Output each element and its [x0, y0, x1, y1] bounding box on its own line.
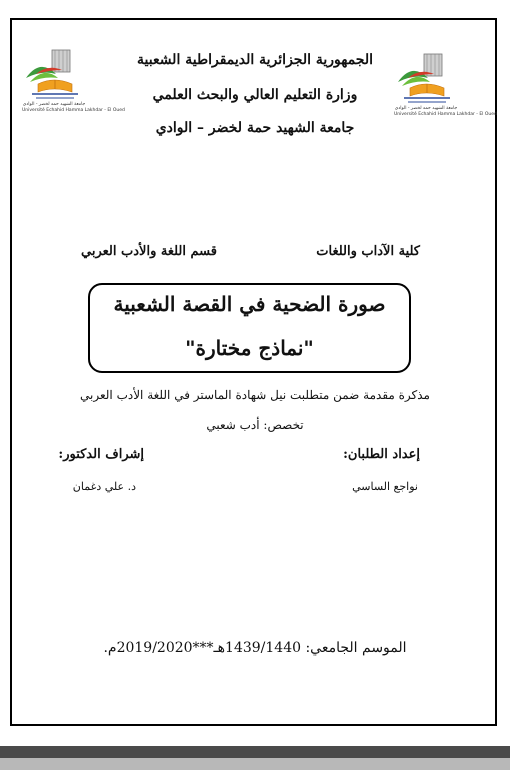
thesis-title: صورة الضحية في القصة الشعبية	[113, 292, 386, 316]
logo-caption-fr: Université Echahid Hamma Lakhdar - El Oued	[22, 108, 125, 113]
student-name: نواجع الساسي	[352, 480, 418, 493]
specialty-line: تخصص: أدب شعبي	[206, 418, 304, 432]
logo-caption-ar: جامعة الشهيد حمه لخضر - الوادي	[394, 106, 458, 111]
bottom-bar-dark	[0, 746, 510, 758]
thesis-subtitle: "نماذج مختارة"	[185, 336, 314, 360]
bottom-bar-light	[0, 758, 510, 770]
memo-line: مذكرة مقدمة ضمن متطلبت نيل شهادة الماستر في اللغة الأدب العربي	[80, 388, 430, 402]
department-label: قسم اللغة والأدب العربي	[81, 244, 217, 259]
university-logo-right	[394, 48, 497, 118]
supervisor-name: د. علي دغمان	[72, 480, 136, 493]
academic-year: الموسم الجامعي: 1439/1440هـ***2019/2020م.	[103, 640, 407, 656]
logo-caption-ar: جامعة الشهيد حمه لخضر - الوادي	[22, 102, 86, 107]
faculty-label: كلية الآداب واللغات	[316, 244, 420, 259]
ministry-line: وزارة التعليم العالي والبحث العلمي	[152, 87, 358, 103]
republic-line: الجمهورية الجزائرية الديمقراطية الشعبية	[136, 52, 373, 68]
university-logo-icon	[394, 48, 458, 106]
university-line: جامعة الشهيد حمة لخضر – الوادي	[155, 120, 355, 136]
university-logo-left	[22, 44, 125, 114]
university-logo-icon	[22, 44, 86, 102]
students-heading: إعداد الطلبان:	[343, 447, 420, 462]
supervisor-heading: إشراف الدكتور:	[58, 447, 144, 462]
logo-caption-fr: Université Echahid Hamma Lakhdar - El Oued	[394, 112, 497, 117]
